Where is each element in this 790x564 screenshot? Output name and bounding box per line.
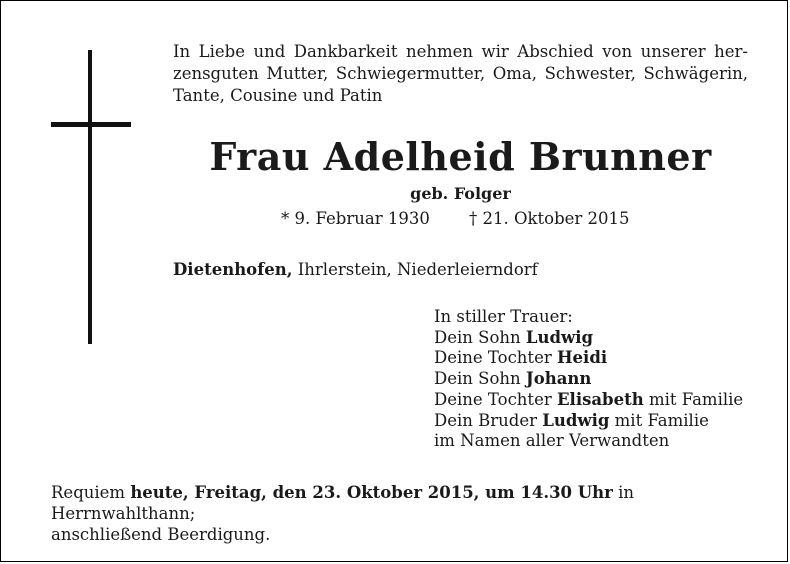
deceased-name: Frau Adelheid Brunner <box>209 134 712 179</box>
mourner-name: Elisabeth <box>556 389 644 409</box>
death-date: † 21. Oktober 2015 <box>469 209 630 228</box>
mourner-relation: Deine Tochter <box>434 389 557 409</box>
mourner-row <box>434 411 743 432</box>
requiem-burial: anschließend Beerdigung. <box>51 525 271 544</box>
mourner-relation: Deine Tochter <box>434 348 557 368</box>
places <box>173 259 538 281</box>
mourner-name: Johann <box>525 369 592 389</box>
birth-date: * 9. Februar 1930 <box>281 209 430 228</box>
mourner-row <box>434 369 743 390</box>
mourners-closing: im Namen aller Verwandten <box>434 431 670 451</box>
intro-text <box>173 41 748 107</box>
intro-line: In Liebe und Dankbarkeit nehmen wir Abschied von unserer her- <box>173 42 748 61</box>
mourner-suffix: mit Familie <box>609 410 709 430</box>
mourner-relation: Dein Bruder <box>434 410 543 430</box>
mourner-relation: Dein Sohn <box>434 327 526 347</box>
mourner-row <box>434 390 743 411</box>
place-others: Ihrlerstein, Niederleierndorf <box>292 260 538 279</box>
mourner-name: Heidi <box>556 348 608 368</box>
requiem-info <box>51 482 746 545</box>
mourner-name: Ludwig <box>525 327 594 347</box>
intro-line: zensguten Mutter, Schwiegermutter, Oma, Schwester, Schwägerin, <box>173 64 748 83</box>
requiem-time: heute, Freitag, den 23. Oktober 2015, um 14.30 Uhr <box>130 483 613 502</box>
mourners-list <box>434 307 743 452</box>
intro-line: Tante, Cousine und Patin <box>173 86 383 105</box>
cross-icon <box>88 50 92 344</box>
mourners-heading: In stiller Trauer: <box>434 307 573 326</box>
place-primary: Dietenhofen, <box>173 260 293 279</box>
mourner-row <box>434 348 743 369</box>
requiem-prefix: Requiem <box>51 483 131 502</box>
mourner-suffix: mit Familie <box>643 389 744 409</box>
maiden-name: geb. Folger <box>410 184 511 203</box>
mourner-row <box>434 328 743 349</box>
mourner-name: Ludwig <box>542 410 610 430</box>
mourner-relation: Dein Sohn <box>434 369 526 389</box>
requiem-place: in Herrnwahlthann; <box>51 483 635 523</box>
cross-icon-bar <box>51 122 131 127</box>
